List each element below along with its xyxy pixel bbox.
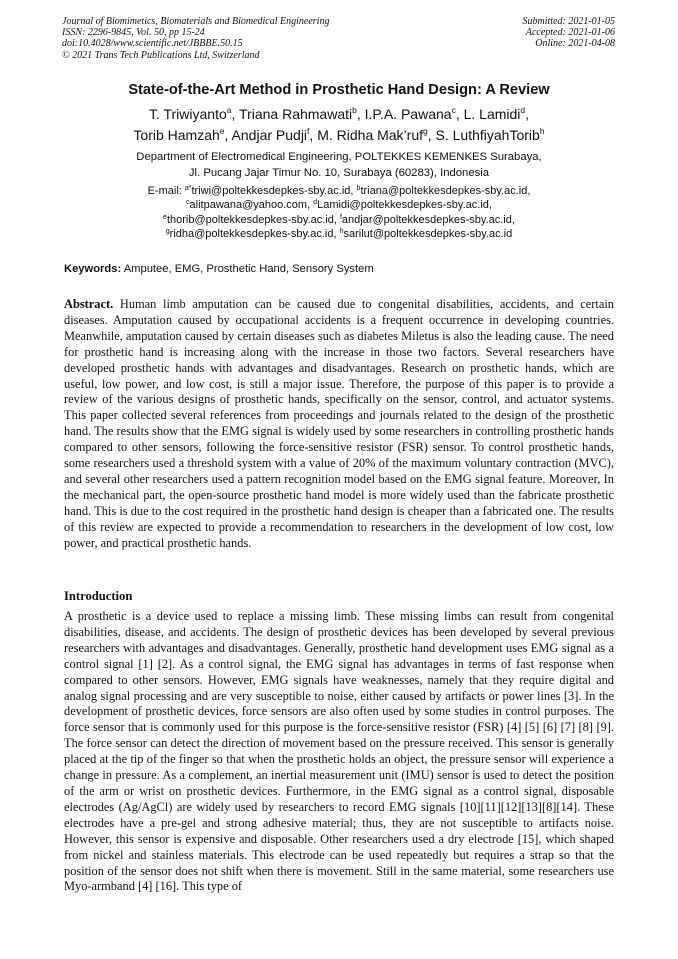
accepted-date: Accepted: 2021-01-06 [525, 27, 615, 39]
author-name: Torib Hamzah [133, 126, 220, 143]
author-sup: c [451, 105, 456, 115]
email-line-1: E-mail: $^{a*}$triwi@poltekkesdepkes-sby.ac.id, $^b$triana@poltekkesdepkes-sby.ac.id, [147, 185, 531, 197]
email-line-2: $^c$alitpawana@yahoo.com, $^d$Lamidi@poltekkesdepkes-sby.ac.id, [186, 199, 492, 212]
author-sup: g [423, 125, 428, 136]
author-sup: d [520, 105, 526, 115]
author-name: M. Ridha Mak’ruf [317, 126, 424, 143]
introduction-heading: Introduction [64, 589, 133, 603]
author-sup: b [352, 105, 357, 115]
email-sup: f [339, 213, 342, 221]
author-sup: e [219, 125, 225, 136]
email-sup: g [165, 228, 170, 236]
author-name: S. LuthfiyahTorib [435, 126, 540, 143]
author-name: Triana Rahmawati [239, 106, 353, 122]
journal-doi: doi:10.4028/www.scientific.net/JBBBE.50.15 [62, 38, 243, 50]
email-address[interactable]: alitpawana@yahoo.com [189, 199, 308, 212]
journal-header [62, 16, 329, 61]
author-sup: f [307, 125, 310, 136]
abstract-text: Human limb amputation can be caused due to congenital disabilities, accidents, and certain diseases. Amputation caused by occupational accidents is a frequent occurrence in developing countries. Meanwhile, amputation caused by certain diseases such as diabetes Miletus is also the leading cause. The need for prosthetic hand is increasing along with the increase in those two factors. Several researchers have developed prosthetic hands with advantages and disadvantages. Research on prosthetic hands, which are useful, low power, and low cost, is still a major issue. Therefore, the purpose of this paper is to provide a review of the various designs of prosthetic hands, specifically on the sensor, control, and actuator systems. This paper collected several references from proceedings and journals related to the design of the prosthetic hand. The results show that the EMG signal is widely used by some researchers in controlling prosthetic hands compared to other sensors, following the force-sensitive resistor (FSR) sensor. To control prosthetic hands, some researchers used a threshold system with a value of 20% of the maximum voluntary contraction (MVC), and several other researchers used a pattern recognition model based on the EMG signal feature. Moreover, In the mechanical part, the open-source prosthetic hand model is more widely used than the fabricate prosthetic hand. This is due to the cost required in the prosthetic hand design is cheaper than a fabricated one. The results of this review are expected to provide a recommendation to researchers in the development of low cost, low power, and practical prosthetic hands. [64, 297, 614, 550]
dates-header [523, 16, 616, 50]
affiliation [0, 150, 678, 181]
email-sup: e [163, 213, 167, 221]
abstract-label: Abstract. [64, 297, 114, 311]
keywords-text: Amputee, EMG, Prosthetic Hand, Sensory System [123, 263, 374, 275]
author-line-2: Torib Hamzah$^e$, Andjar Pudji$^f$, M. Ridha Mak’ruf$^g$, S. LuthfiyahTorib$^h$ [133, 125, 545, 143]
email-sup: h [339, 228, 344, 236]
email-sup: b [356, 185, 361, 192]
author-line-1: T. Triwiyanto$^a$, Triana Rahmawati$^b$, I.P.A. Pawana$^c$, L. Lamidi$^d$, [148, 105, 530, 122]
email-address[interactable]: triwi@poltekkesdepkes-sby.ac.id [191, 185, 351, 197]
email-sup: c [186, 199, 190, 207]
journal-name: Journal of Biomimetics, Biomaterials and Biomedical Engineering [62, 16, 330, 27]
keywords-label: Keywords: [64, 263, 122, 275]
online-date: Online: 2021-04-08 [535, 38, 615, 50]
email-list [0, 184, 678, 242]
author-name: L. Lamidi [463, 106, 521, 122]
email-line-3: $^e$thorib@poltekkesdepkes-sby.ac.id, $^f$andjar@poltekkesdepkes-sby.ac.id, [163, 213, 515, 226]
affiliation-line-1: Department of Electromedical Engineering, POLTEKKES KEMENKES Surabaya, [136, 151, 542, 163]
email-address[interactable]: sarilut@poltekkesdepkes-sby.ac.id [343, 228, 513, 241]
author-sup: a [226, 105, 232, 115]
journal-copyright: © 2021 Trans Tech Publications Ltd, Switzerland [62, 49, 260, 61]
author-list [0, 104, 678, 145]
abstract [64, 297, 614, 552]
email-sup: d [313, 199, 318, 207]
email-address[interactable]: triana@poltekkesdepkes-sby.ac.id [360, 185, 528, 197]
email-address[interactable]: thorib@poltekkesdepkes-sby.ac.id [166, 213, 334, 226]
introduction-body: A prosthetic is a device used to replace a missing limb. These missing limbs can result from congenital disabilities, disease, and accidents. The design of prosthetic devices has been developed by several previous researchers with advantages and disadvantages. Generally, prosthetic hand development uses EMG signal as a control signal [1] [2]. As a control signal, the EMG signal has advantages in terms of fast response when compared to other sensors. However, EMG signals have weaknesses, namely that they require digital and analog signal processing and are very susceptible to noise, either caused by artifacts or power lines [3]. In the development of prosthetic devices, force sensors are also often used by some studies in control purposes. The force sensor that is commonly used for this purpose is the force-sensitive resistor (FSR) [4] [5] [6] [7] [8] [9]. The force sensor can detect the direction of movement based on the pressure received. This sensor is generally placed at the tip of the finger so that when the prosthetic holds an object, the pressure sensor will experience a change in pressure. As a complement, an inertial measurement unit (IMU) sensor is used to detect the position of the arm or wrist on prosthetic devices. Furthermore, in the EMG signal as a control signal, disposable electrodes (Ag/AgCl) are widely used by researchers to record EMG signals [10][11][12][13][8][14]. These electrodes have a pre-gel and strong adhesive material; thus, they are not susceptible to artifacts noise. However, this sensor is expensive and disposable. Other researchers used a dry electrode [15], which shaped from nickel and stainless materials. This electrode can be used repeatedly but requires a strap so that the position of the sensor does not shift when there is movement. Still in the same material, some researchers use Myo-armband [4] [16]. This type of [64, 609, 614, 894]
affiliation-line-2: Jl. Pucang Jajar Timur No. 10, Surabaya (60283), Indonesia [188, 166, 490, 179]
journal-issn: ISSN: 2296-9845, Vol. 50, pp 15-24 [62, 27, 205, 39]
author-name: I.P.A. Pawana [364, 106, 452, 122]
submitted-date: Submitted: 2021-01-05 [522, 16, 615, 27]
email-address[interactable]: andjar@poltekkesdepkes-sby.ac.id [341, 213, 512, 226]
email-sup: a* [184, 185, 192, 192]
email-label: E-mail: [147, 185, 185, 197]
author-sup: h [539, 125, 545, 136]
email-address[interactable]: Lamidi@poltekkesdepkes-sby.ac.id [317, 199, 489, 212]
paper-title: State-of-the-Art Method in Prosthetic Hand Design: A Review [128, 82, 550, 98]
keywords [64, 263, 614, 275]
email-line-4: $^g$ridha@poltekkesdepkes-sby.ac.id, $^h$sarilut@poltekkesdepkes-sby.ac.id [165, 228, 513, 241]
email-address[interactable]: ridha@poltekkesdepkes-sby.ac.id [169, 228, 334, 241]
author-name: T. Triwiyanto [148, 106, 227, 122]
author-name: Andjar Pudji [231, 126, 308, 143]
